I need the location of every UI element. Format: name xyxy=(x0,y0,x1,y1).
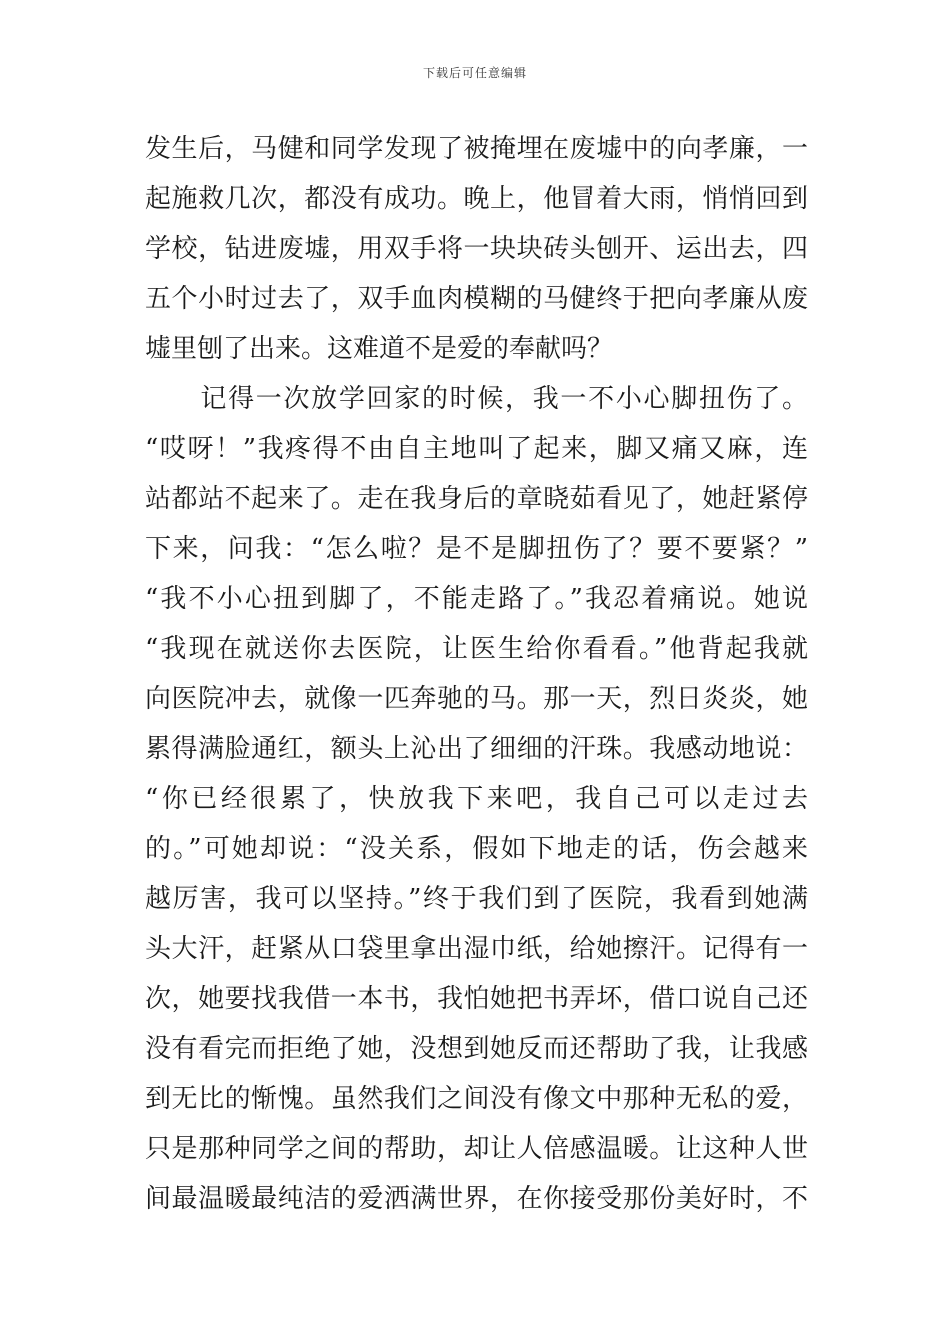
text-line: 站都站不起来了。走在我身后的章晓茹看见了，她赶紧停 xyxy=(145,484,808,514)
page-header-note: 下载后可任意编辑 xyxy=(422,66,527,80)
text-line: 越厉害，我可以坚持。”终于我们到了医院，我看到她满 xyxy=(145,884,808,914)
text-line: 记得一次放学回家的时候，我一不小心脚扭伤了。 xyxy=(145,384,808,414)
text-line: 向医院冲去，就像一匹奔驰的马。那一天，烈日炎炎，她 xyxy=(145,684,808,714)
text-line: “我现在就送你去医院，让医生给你看看。”他背起我就 xyxy=(145,634,808,664)
text-line: 到无比的惭愧。虽然我们之间没有像文中那种无私的爱， xyxy=(145,1084,808,1114)
text-line: “你已经很累了，快放我下来吧，我自己可以走过去 xyxy=(145,784,808,814)
text-line: 五个小时过去了，双手血肉模糊的马健终于把向孝廉从废 xyxy=(145,284,808,314)
text-line: 累得满脸通红，额头上沁出了细细的汗珠。我感动地说： xyxy=(145,734,808,764)
text-line: 墟里刨了出来。这难道不是爱的奉献吗？ xyxy=(145,334,614,364)
text-line: “哎呀！”我疼得不由自主地叫了起来，脚又痛又麻，连 xyxy=(145,434,808,464)
text-line: 没有看完而拒绝了她，没想到她反而还帮助了我，让我感 xyxy=(145,1034,808,1064)
text-line: “我不小心扭到脚了，不能走路了。”我忍着痛说。她说 xyxy=(145,584,808,614)
text-line: 头大汗，赶紧从口袋里拿出湿巾纸，给她擦汗。记得有一 xyxy=(145,934,808,964)
text-line: 起施救几次，都没有成功。晚上，他冒着大雨，悄悄回到 xyxy=(145,184,808,214)
text-line: 的。”可她却说：“没关系，假如下地走的话，伤会越来 xyxy=(145,834,808,864)
text-line: 学校，钻进废墟，用双手将一块块砖头刨开、运出去，四 xyxy=(145,234,808,264)
text-line: 次，她要找我借一本书，我怕她把书弄坏，借口说自己还 xyxy=(145,984,808,1014)
document-body xyxy=(145,124,808,1224)
text-line: 下来，问我：“怎么啦？是不是脚扭伤了？要不要紧？” xyxy=(145,534,808,564)
text-line: 只是那种同学之间的帮助，却让人倍感温暖。让这种人世 xyxy=(145,1134,808,1164)
text-line: 发生后，马健和同学发现了被掩埋在废墟中的向孝廉，一 xyxy=(145,134,808,164)
text-line: 间最温暖最纯洁的爱洒满世界，在你接受那份美好时，不 xyxy=(145,1184,808,1214)
